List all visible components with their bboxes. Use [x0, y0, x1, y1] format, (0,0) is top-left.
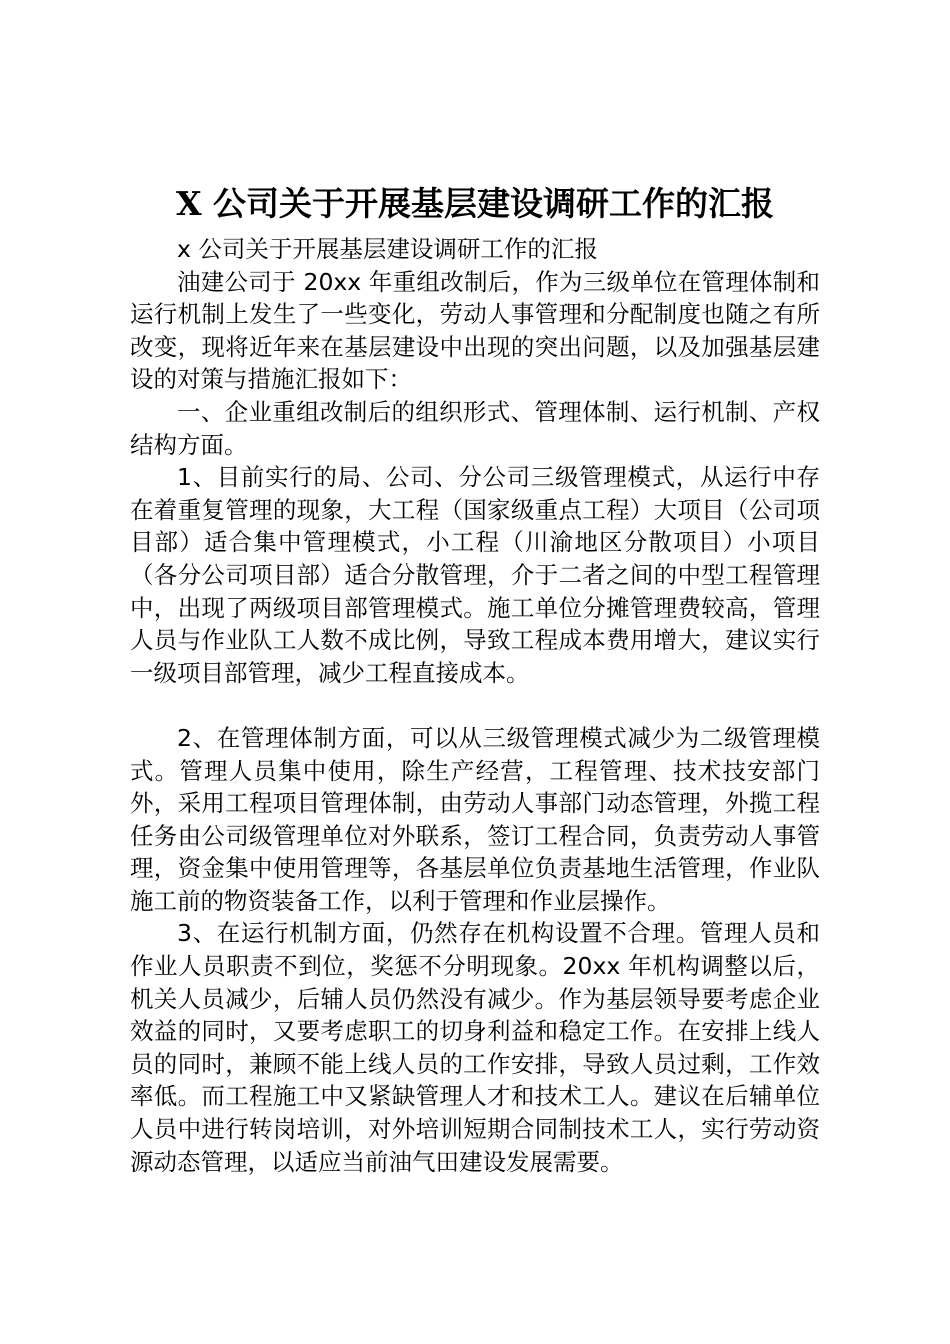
point-2-paragraph: 2、在管理体制方面，可以从三级管理模式减少为二级管理模式。管理人员集中使用，除生产经营，工程管理、技术技安部门外，采用工程项目管理体制，由劳动人事部门动态管理，外揽工程任务由公司级管理单位对外联系，签订工程合同，负责劳动人事管理，资金集中使用管理等，各基层单位负责基地生活管理，作业队施工前的物资装备工作，以利于管理和作业层操作。	[130, 723, 820, 915]
intro-paragraph: 油建公司于 20xx 年重组改制后，作为三级单位在管理体制和运行机制上发生了一些变化，劳动人事管理和分配制度也随之有所改变，现将近年来在基层建设中出现的突出问题，以及加强基层建设的对策与措施汇报如下：	[130, 267, 820, 394]
section-heading-paragraph: 一、企业重组改制后的组织形式、管理体制、运行机制、产权结构方面。	[130, 397, 820, 459]
point-3-paragraph: 3、在运行机制方面，仍然存在机构设置不合理。管理人员和作业人员职责不到位，奖惩不分明现象。20xx 年机构调整以后，机关人员减少，后辅人员仍然没有减少。作为基层领导要考虑企业效益的同时，又要考虑职工的切身利益和稳定工作。在安排上线人员的同时，兼顾不能上线人员的工作安排，导致人员过剩，工作效率低。而工程施工中又紧缺管理人才和技术工人。建议在后辅单位人员中进行转岗培训，对外培训短期合同制技术工人，实行劳动资源动态管理，以适应当前油气田建设发展需要。	[130, 919, 820, 1176]
document-body	[130, 233, 820, 1178]
document-title: X 公司关于开展基层建设调研工作的汇报	[175, 184, 775, 223]
point-1-paragraph: 1、目前实行的局、公司、分公司三级管理模式，从运行中存在着重复管理的现象，大工程（国家级重点工程）大项目（公司项目部）适合集中管理模式，小工程（川渝地区分散项目）小项目（各分公司项目部）适合分散管理，介于二者之间的中型工程管理中，出现了两级项目部管理模式。施工单位分摊管理费较高，管理人员与作业队工人数不成比例，导致工程成本费用增大，建议实行一级项目部管理，减少工程直接成本。	[130, 463, 820, 687]
paragraph-spacer	[130, 689, 820, 722]
subtitle-paragraph: x 公司关于开展基层建设调研工作的汇报	[177, 235, 598, 263]
